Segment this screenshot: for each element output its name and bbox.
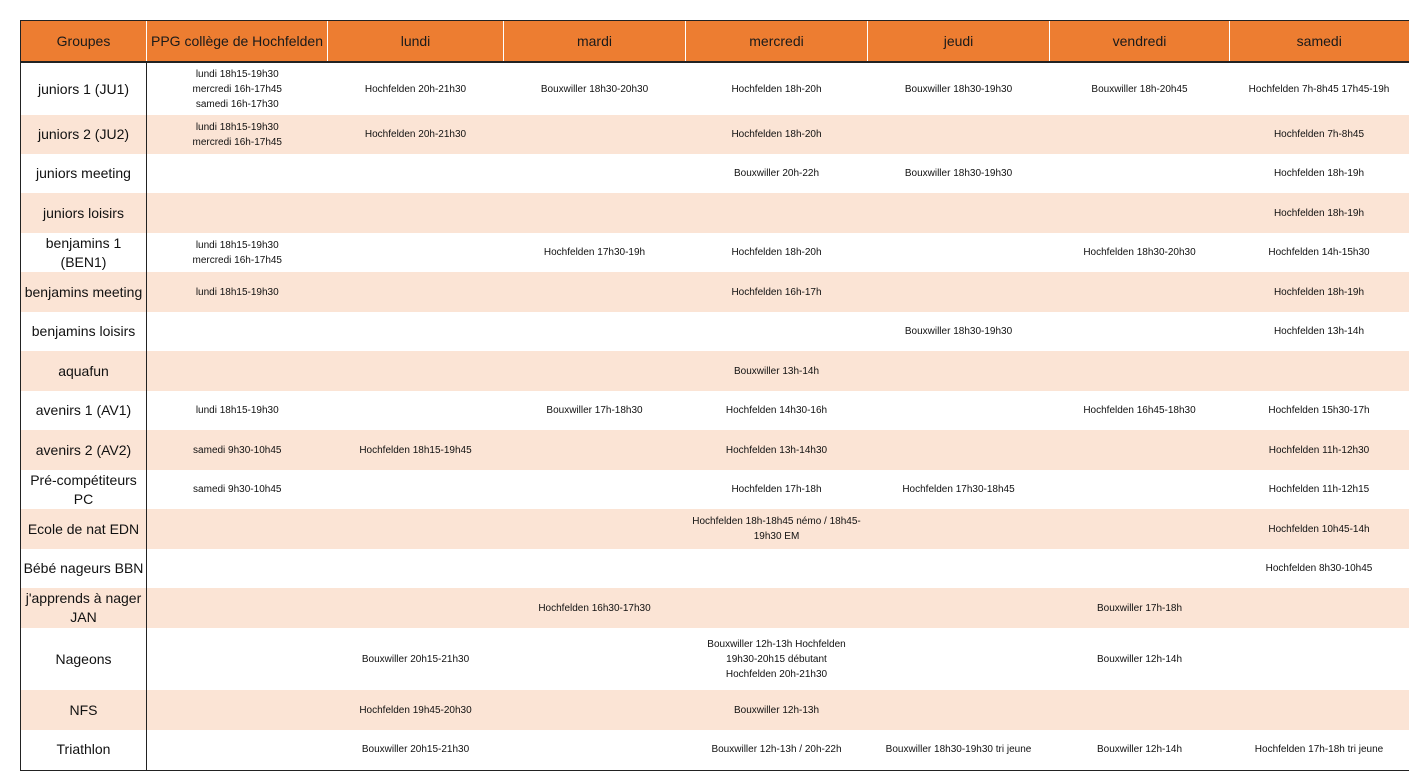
schedule-cell-mardi <box>504 690 686 730</box>
schedule-cell-jeudi: Bouxwiller 18h30-19h30 <box>868 154 1050 193</box>
header-cell-vendredi: vendredi <box>1050 21 1230 63</box>
schedule-cell-vendredi <box>1050 470 1230 509</box>
header-row <box>21 21 1409 63</box>
schedule-cell-lundi <box>328 391 504 430</box>
schedule-cell-lundi <box>328 470 504 509</box>
schedule-cell-vendredi <box>1050 351 1230 391</box>
schedule-cell-jeudi <box>868 430 1050 470</box>
table-row <box>21 588 1409 628</box>
schedule-cell-mardi <box>504 730 686 770</box>
schedule-cell-lundi <box>328 154 504 193</box>
group-name: juniors 1 (JU1) <box>21 62 147 115</box>
schedule-cell-mercredi: Hochfelden 18h-18h45 némo / 18h45-19h30 EM <box>686 509 868 549</box>
schedule-cell-lundi <box>328 588 504 628</box>
schedule-cell-lundi <box>328 549 504 588</box>
group-name: juniors 2 (JU2) <box>21 115 147 154</box>
schedule-cell-mardi <box>504 628 686 690</box>
schedule-cell-vendredi <box>1050 272 1230 312</box>
schedule-cell-jeudi <box>868 549 1050 588</box>
schedule-cell-samedi: Hochfelden 13h-14h <box>1230 312 1409 351</box>
table-row <box>21 430 1409 470</box>
schedule-cell-mercredi: Hochfelden 18h-20h <box>686 233 868 272</box>
schedule-cell-samedi <box>1230 351 1409 391</box>
schedule-cell-mardi <box>504 549 686 588</box>
group-name: Triathlon <box>21 730 147 770</box>
schedule-cell-jeudi <box>868 233 1050 272</box>
schedule-cell-samedi: Hochfelden 10h45-14h <box>1230 509 1409 549</box>
schedule-cell-mercredi <box>686 193 868 233</box>
schedule-table <box>20 20 1409 771</box>
table-row <box>21 549 1409 588</box>
schedule-cell-jeudi: Hochfelden 17h30-18h45 <box>868 470 1050 509</box>
schedule-cell-ppg <box>147 193 328 233</box>
schedule-cell-jeudi <box>868 193 1050 233</box>
schedule-cell-ppg <box>147 154 328 193</box>
schedule-cell-mercredi: Bouxwiller 12h-13h Hochfelden 19h30-20h15 débutant Hochfelden 20h-21h30 <box>686 628 868 690</box>
schedule-cell-vendredi: Bouxwiller 17h-18h <box>1050 588 1230 628</box>
header-cell-lundi: lundi <box>328 21 504 63</box>
schedule-cell-vendredi <box>1050 154 1230 193</box>
schedule-cell-vendredi: Bouxwiller 18h-20h45 <box>1050 62 1230 115</box>
table-row <box>21 193 1409 233</box>
schedule-cell-samedi: Hochfelden 15h30-17h <box>1230 391 1409 430</box>
schedule-cell-vendredi <box>1050 549 1230 588</box>
table-row <box>21 628 1409 690</box>
group-name: Bébé nageurs BBN <box>21 549 147 588</box>
schedule-cell-samedi: Hochfelden 14h-15h30 <box>1230 233 1409 272</box>
schedule-cell-mercredi: Hochfelden 17h-18h <box>686 470 868 509</box>
schedule-cell-mercredi: Hochfelden 14h30-16h <box>686 391 868 430</box>
schedule-cell-mercredi: Bouxwiller 12h-13h / 20h-22h <box>686 730 868 770</box>
schedule-cell-vendredi: Hochfelden 18h30-20h30 <box>1050 233 1230 272</box>
group-name: j'apprends à nager JAN <box>21 588 147 628</box>
group-name: avenirs 2 (AV2) <box>21 430 147 470</box>
schedule-cell-mardi <box>504 351 686 391</box>
group-name: Ecole de nat EDN <box>21 509 147 549</box>
schedule-cell-jeudi: Bouxwiller 18h30-19h30 tri jeune <box>868 730 1050 770</box>
schedule-cell-jeudi <box>868 509 1050 549</box>
schedule-cell-mardi <box>504 272 686 312</box>
schedule-cell-mercredi: Hochfelden 16h-17h <box>686 272 868 312</box>
group-name: NFS <box>21 690 147 730</box>
schedule-cell-vendredi <box>1050 193 1230 233</box>
group-name: benjamins 1 (BEN1) <box>21 233 147 272</box>
schedule-cell-ppg <box>147 628 328 690</box>
schedule-cell-lundi: Bouxwiller 20h15-21h30 <box>328 730 504 770</box>
header-cell-mardi: mardi <box>504 21 686 63</box>
schedule-cell-mercredi <box>686 588 868 628</box>
schedule-cell-ppg <box>147 549 328 588</box>
schedule-cell-samedi: Hochfelden 18h-19h <box>1230 154 1409 193</box>
schedule-cell-samedi: Hochfelden 18h-19h <box>1230 193 1409 233</box>
header-cell-ppg: PPG collège de Hochfelden <box>147 21 328 63</box>
schedule-cell-lundi <box>328 272 504 312</box>
header-cell-samedi: samedi <box>1230 21 1409 63</box>
schedule-cell-lundi <box>328 312 504 351</box>
schedule-cell-jeudi: Bouxwiller 18h30-19h30 <box>868 62 1050 115</box>
schedule-cell-ppg: lundi 18h15-19h30 mercredi 16h-17h45 samedi 16h-17h30 <box>147 62 328 115</box>
schedule-body <box>21 62 1409 770</box>
schedule-cell-mercredi: Hochfelden 18h-20h <box>686 62 868 115</box>
schedule-cell-ppg: samedi 9h30-10h45 <box>147 470 328 509</box>
schedule-cell-samedi <box>1230 628 1409 690</box>
schedule-cell-mercredi: Hochfelden 13h-14h30 <box>686 430 868 470</box>
table-row <box>21 470 1409 509</box>
schedule-cell-samedi: Hochfelden 7h-8h45 17h45-19h <box>1230 62 1409 115</box>
schedule-cell-vendredi: Bouxwiller 12h-14h <box>1050 628 1230 690</box>
schedule-cell-ppg <box>147 351 328 391</box>
table-row <box>21 154 1409 193</box>
schedule-cell-jeudi <box>868 272 1050 312</box>
schedule-cell-mardi <box>504 312 686 351</box>
schedule-cell-mardi <box>504 154 686 193</box>
schedule-cell-lundi <box>328 193 504 233</box>
schedule-cell-lundi <box>328 233 504 272</box>
schedule-cell-jeudi <box>868 628 1050 690</box>
schedule-cell-jeudi <box>868 391 1050 430</box>
schedule-cell-jeudi <box>868 351 1050 391</box>
table-row <box>21 730 1409 770</box>
schedule-cell-mercredi <box>686 312 868 351</box>
schedule-cell-lundi <box>328 509 504 549</box>
schedule-cell-mardi <box>504 509 686 549</box>
schedule-cell-mercredi: Bouxwiller 20h-22h <box>686 154 868 193</box>
group-name: benjamins loisirs <box>21 312 147 351</box>
schedule-cell-samedi: Hochfelden 17h-18h tri jeune <box>1230 730 1409 770</box>
schedule-cell-mercredi: Hochfelden 18h-20h <box>686 115 868 154</box>
schedule-cell-samedi: Hochfelden 11h-12h15 <box>1230 470 1409 509</box>
schedule-cell-ppg <box>147 312 328 351</box>
schedule-cell-vendredi <box>1050 509 1230 549</box>
header-cell-jeudi: jeudi <box>868 21 1050 63</box>
schedule-cell-vendredi <box>1050 690 1230 730</box>
schedule-cell-lundi: Hochfelden 19h45-20h30 <box>328 690 504 730</box>
schedule-cell-ppg: samedi 9h30-10h45 <box>147 430 328 470</box>
schedule-cell-samedi <box>1230 588 1409 628</box>
schedule-cell-vendredi <box>1050 430 1230 470</box>
group-name: aquafun <box>21 351 147 391</box>
schedule-cell-samedi: Hochfelden 8h30-10h45 <box>1230 549 1409 588</box>
schedule-cell-vendredi <box>1050 312 1230 351</box>
schedule-cell-lundi: Hochfelden 20h-21h30 <box>328 62 504 115</box>
table-row <box>21 312 1409 351</box>
schedule-cell-samedi: Hochfelden 11h-12h30 <box>1230 430 1409 470</box>
schedule-cell-lundi <box>328 351 504 391</box>
schedule-cell-samedi: Hochfelden 18h-19h <box>1230 272 1409 312</box>
schedule-cell-mardi: Bouxwiller 17h-18h30 <box>504 391 686 430</box>
schedule-cell-lundi: Hochfelden 20h-21h30 <box>328 115 504 154</box>
table-row <box>21 509 1409 549</box>
table-row <box>21 233 1409 272</box>
schedule-cell-lundi: Hochfelden 18h15-19h45 <box>328 430 504 470</box>
schedule-cell-ppg: lundi 18h15-19h30 <box>147 272 328 312</box>
group-name: Nageons <box>21 628 147 690</box>
group-name: Pré-compétiteurs PC <box>21 470 147 509</box>
schedule-cell-vendredi: Bouxwiller 12h-14h <box>1050 730 1230 770</box>
schedule-cell-ppg <box>147 690 328 730</box>
table-row <box>21 351 1409 391</box>
schedule-cell-mercredi: Bouxwiller 13h-14h <box>686 351 868 391</box>
schedule-cell-mardi <box>504 430 686 470</box>
table-row <box>21 391 1409 430</box>
group-name: benjamins meeting <box>21 272 147 312</box>
header-cell-groupes: Groupes <box>21 21 147 63</box>
schedule-cell-mardi: Bouxwiller 18h30-20h30 <box>504 62 686 115</box>
schedule-cell-mardi: Hochfelden 16h30-17h30 <box>504 588 686 628</box>
table-row <box>21 62 1409 115</box>
schedule-cell-ppg: lundi 18h15-19h30 <box>147 391 328 430</box>
schedule-cell-vendredi <box>1050 115 1230 154</box>
schedule-cell-ppg: lundi 18h15-19h30 mercredi 16h-17h45 <box>147 115 328 154</box>
schedule-cell-vendredi: Hochfelden 16h45-18h30 <box>1050 391 1230 430</box>
schedule-cell-samedi <box>1230 690 1409 730</box>
table-row <box>21 690 1409 730</box>
group-name: juniors loisirs <box>21 193 147 233</box>
schedule-cell-mercredi: Bouxwiller 12h-13h <box>686 690 868 730</box>
table-row <box>21 272 1409 312</box>
schedule-cell-samedi: Hochfelden 7h-8h45 <box>1230 115 1409 154</box>
schedule-cell-lundi: Bouxwiller 20h15-21h30 <box>328 628 504 690</box>
schedule-cell-ppg <box>147 730 328 770</box>
schedule-cell-mardi <box>504 470 686 509</box>
schedule-cell-jeudi <box>868 588 1050 628</box>
table-row <box>21 115 1409 154</box>
schedule-cell-ppg: lundi 18h15-19h30 mercredi 16h-17h45 <box>147 233 328 272</box>
schedule-cell-ppg <box>147 588 328 628</box>
group-name: avenirs 1 (AV1) <box>21 391 147 430</box>
schedule-cell-jeudi <box>868 115 1050 154</box>
schedule-cell-jeudi <box>868 690 1050 730</box>
schedule-cell-jeudi: Bouxwiller 18h30-19h30 <box>868 312 1050 351</box>
schedule-cell-mardi <box>504 115 686 154</box>
schedule-cell-mardi: Hochfelden 17h30-19h <box>504 233 686 272</box>
group-name: juniors meeting <box>21 154 147 193</box>
schedule-cell-mardi <box>504 193 686 233</box>
schedule-cell-ppg <box>147 509 328 549</box>
header-cell-mercredi: mercredi <box>686 21 868 63</box>
schedule-cell-mercredi <box>686 549 868 588</box>
